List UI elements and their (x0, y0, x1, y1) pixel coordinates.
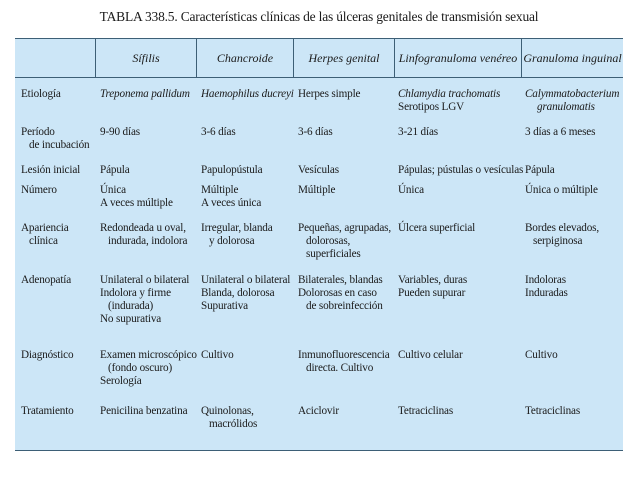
table-cell (100, 164, 130, 177)
cell-line: Tetraciclinas (525, 405, 581, 417)
cell-line: Penicilina benzatina (100, 405, 188, 417)
row-label (21, 164, 80, 177)
cell-line: de sobreinfección (306, 299, 383, 312)
cell-line: No supurativa (100, 312, 162, 325)
table-cell (398, 164, 523, 177)
cell-line: Bilaterales, blandas (298, 274, 383, 286)
cell-line: Treponema pallidum (100, 88, 190, 100)
row-label (21, 126, 90, 152)
cell-line: Indolora y firme (100, 286, 171, 299)
cell-line: clínica (29, 234, 58, 247)
cell-line: Múltiple (298, 184, 336, 196)
table-cell (298, 88, 360, 101)
table-cell (398, 349, 463, 362)
cell-line: indurada, indolora (108, 234, 188, 247)
table-cell (398, 405, 453, 418)
cell-line: Lesión inicial (21, 164, 81, 176)
cell-line: Múltiple (201, 184, 239, 196)
cell-line: Pequeñas, agrupadas, (298, 222, 391, 234)
cell-line: Dolorosas en caso (298, 286, 377, 299)
table-cell (398, 126, 438, 139)
cell-line: Pápula (525, 164, 555, 176)
table-cell (298, 184, 335, 197)
cell-line: Tratamiento (21, 405, 74, 417)
cell-line: directa. Cultivo (306, 361, 374, 374)
column-header-linfogranuloma-venereo: Linfogranuloma venéreo (394, 39, 521, 77)
cell-line: 3 días a 6 meses (525, 126, 596, 138)
table-cell (100, 126, 140, 139)
table-cell (100, 88, 190, 101)
cell-line: Número (21, 184, 57, 196)
table-cell (298, 405, 339, 418)
cell-line: Pápulas; pústulas o vesículas (398, 164, 524, 176)
table-cell (201, 184, 261, 210)
table-cell (201, 405, 257, 431)
cell-line: Quinolonas, (201, 405, 254, 417)
cell-line: granulomatis (537, 100, 595, 113)
cell-line: dolorosas, (306, 234, 351, 247)
cell-line: (fondo oscuro) (108, 361, 173, 374)
cell-line: A veces única (201, 196, 262, 209)
table-cell (201, 164, 262, 177)
table-cell (525, 184, 598, 197)
table-cell (525, 88, 619, 114)
cell-line: serpiginosa (533, 234, 583, 247)
table-cell (298, 349, 390, 375)
cell-line: Papulopústula (201, 164, 263, 176)
table-cell (398, 222, 475, 235)
table-cell (100, 274, 189, 326)
cell-line: Supurativa (201, 299, 248, 312)
cell-line: Irregular, blanda (201, 222, 273, 234)
table-cell (298, 274, 383, 313)
table-cell (525, 349, 558, 362)
table-cell (398, 184, 424, 197)
cell-line: Pueden supurar (398, 286, 466, 299)
cell-line: Indoloras (525, 274, 566, 286)
row-label (21, 349, 73, 362)
cell-line: Única o múltiple (525, 184, 598, 196)
cell-line: Única (100, 184, 126, 196)
cell-line: Variables, duras (398, 274, 468, 286)
cell-line: Tetraciclinas (398, 405, 454, 417)
cell-line: Diagnóstico (21, 349, 74, 361)
cell-line: Única (398, 184, 424, 196)
row-label (21, 88, 61, 101)
cell-line: Calymmatobacterium (525, 88, 620, 100)
table-cell (298, 164, 339, 177)
row-label (21, 405, 74, 418)
cell-line: Vesículas (298, 164, 339, 176)
row-label (21, 222, 69, 248)
cell-line: Pápula (100, 164, 130, 176)
cell-line: macrólidos (209, 417, 258, 430)
table-cell (201, 126, 236, 139)
table-cell (201, 222, 273, 248)
cell-line: Induradas (525, 286, 568, 299)
cell-line: Herpes simple (298, 88, 361, 100)
cell-line: y dolorosa (209, 234, 255, 247)
cell-line: 9-90 días (100, 126, 140, 138)
table-cell (100, 184, 173, 210)
table-cell (298, 222, 391, 261)
table-cell (525, 222, 599, 248)
table-cell (100, 405, 187, 418)
table-cell (525, 164, 555, 177)
cell-line: Bordes elevados, (525, 222, 600, 234)
row-label (21, 274, 71, 287)
column-header-chancroide: Chancroide (196, 39, 293, 77)
table-cell (525, 126, 595, 139)
table-cell (201, 88, 294, 101)
cell-line: Adenopatía (21, 274, 72, 286)
cell-line: Cultivo celular (398, 349, 463, 361)
cell-line: Haemophilus ducreyi (201, 88, 294, 100)
table-cell (298, 126, 333, 139)
cell-line: Inmunofluorescencia (298, 349, 390, 361)
cell-line: Cultivo (525, 349, 558, 361)
table-cell (201, 274, 290, 313)
cell-line: Cultivo (201, 349, 234, 361)
cell-line: superficiales (306, 247, 361, 260)
cell-line: Serología (100, 374, 142, 387)
cell-line: 3-6 días (298, 126, 333, 138)
table-cell (201, 349, 234, 362)
cell-line: de incubación (29, 138, 90, 151)
cell-line: (indurada) (108, 299, 154, 312)
cell-line: Apariencia (21, 222, 69, 234)
column-header-herpes-genital: Herpes genital (293, 39, 394, 77)
cell-line: Úlcera superficial (398, 222, 476, 234)
cell-line: Redondeada u oval, (100, 222, 186, 234)
cell-line: Período (21, 126, 55, 138)
cell-line: Examen microscópico (100, 349, 197, 361)
column-header-sifilis: Sífilis (95, 39, 196, 77)
cell-line: Blanda, dolorosa (201, 286, 275, 299)
cell-line: Unilateral o bilateral (201, 274, 291, 286)
cell-line: Unilateral o bilateral (100, 274, 190, 286)
table-title: TABLA 338.5. Características clínicas de las úlceras genitales de transmisión sexual (99, 9, 539, 24)
table-cell (398, 88, 500, 114)
cell-line: 3-21 días (398, 126, 438, 138)
cell-line: 3-6 días (201, 126, 236, 138)
cell-line: Serotipos LGV (398, 100, 465, 113)
cell-line: Aciclovir (298, 405, 339, 417)
table-cell (525, 405, 580, 418)
table-cell (398, 274, 467, 300)
table-panel (15, 38, 623, 451)
column-header-granuloma-inguinal: Granuloma inguinal (521, 39, 623, 77)
table-header-row (15, 39, 623, 78)
table-cell (100, 222, 187, 248)
row-label (21, 184, 57, 197)
cell-line: Etiología (21, 88, 61, 100)
table-cell (525, 274, 568, 300)
cell-line: Chlamydia trachomatis (398, 88, 501, 100)
cell-line: A veces múltiple (100, 196, 173, 209)
table-cell (100, 349, 197, 388)
